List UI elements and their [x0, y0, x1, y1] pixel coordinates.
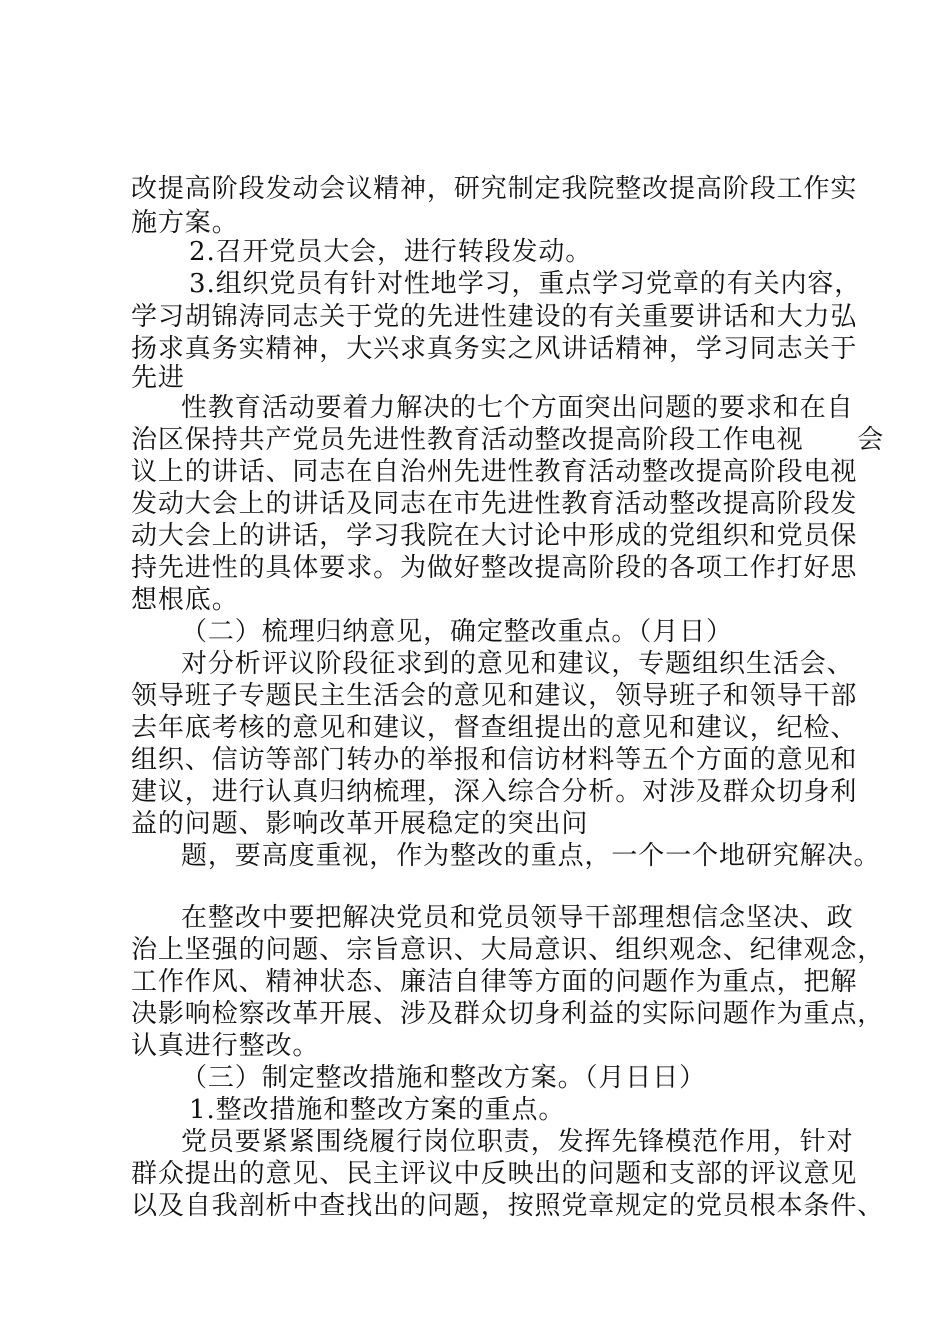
text-line: 改提高阶段发动会议精神，研究制定我院整改提高阶段工作实 [131, 174, 858, 204]
text-line: 动大会上的讲话，学习我院在大讨论中形成的党组织和党员保 [131, 521, 858, 551]
list-item: 2.召开党员大会，进行转段发动。 [189, 237, 593, 267]
text-line: 持先进性的具体要求。为做好整改提高阶段的各项工作打好思 [131, 553, 858, 583]
paragraph-line: 题，要高度重视，作为整改的重点，一个一个地研究解决。 [181, 841, 881, 871]
text-line: 领导班子专题民主生活会的意见和建议，领导班子和领导干部 [131, 681, 858, 711]
text-line: 组织、信访等部门转办的举报和信访材料等五个方面的意见和 [131, 745, 858, 775]
text-line: 群众提出的意见、民主评议中反映出的问题和支部的评议意见 [131, 1159, 858, 1189]
list-item: 1.整改措施和整改方案的重点。 [189, 1095, 566, 1125]
text-line: 议上的讲话、同志在自治州先进性教育活动整改提高阶段电视 [131, 457, 858, 487]
text-line: 发动大会上的讲话及同志在市先进性教育活动整改提高阶段发 [131, 489, 858, 519]
text-line: 工作作风、精神状态、廉洁自律等方面的问题作为重点，把解 [131, 967, 858, 997]
paragraph-line: 性教育活动要着力解决的七个方面突出问题的要求和在自 [181, 393, 854, 423]
text-line: 建议，进行认真归纳梳理，深入综合分析。对涉及群众切身利 [131, 777, 858, 807]
text-line: 决影响检察改革开展、涉及群众切身利益的实际问题作为重点， [131, 999, 885, 1029]
section-heading: （二）梳理归纳意见，确定整改重点。（月日） [181, 617, 733, 647]
list-item: 3.组织党员有针对性地学习，重点学习党章的有关内容， [189, 269, 862, 299]
text-line: 认真进行整改。 [131, 1031, 320, 1061]
text-line: 去年底考核的意见和建议，督查组提出的意见和建议，纪检、 [131, 713, 858, 743]
text-line: 想根底。 [131, 585, 239, 615]
text-line: 学习胡锦涛同志关于党的先进性建设的有关重要讲话和大力弘 [131, 302, 858, 332]
text-line: 治上坚强的问题、宗旨意识、大局意识、组织观念、纪律观念， [131, 935, 885, 965]
paragraph-line: 党员要紧紧围绕履行岗位职责，发挥先锋模范作用，针对 [181, 1127, 854, 1157]
text-line: 先进 [131, 363, 185, 393]
section-heading: （三）制定整改措施和整改方案。（月日日） [181, 1063, 707, 1093]
text-line: 施方案。 [131, 208, 239, 238]
paragraph-line: 在整改中要把解决党员和党员领导干部理想信念坚决、政 [181, 903, 854, 933]
paragraph-line: 对分析评议阶段征求到的意见和建议，专题组织生活会、 [181, 649, 854, 679]
text-line: 益的问题、影响改革开展稳定的突出问 [131, 809, 589, 839]
text-line: 以及自我剖析中查找出的问题，按照党章规定的党员根本条件、 [131, 1191, 885, 1221]
text-line: 治区保持共产党员先进性教育活动整改提高阶段工作电视 会 [131, 425, 885, 455]
text-line: 扬求真务实精神，大兴求真务实之风讲话精神，学习同志关于 [131, 334, 858, 364]
